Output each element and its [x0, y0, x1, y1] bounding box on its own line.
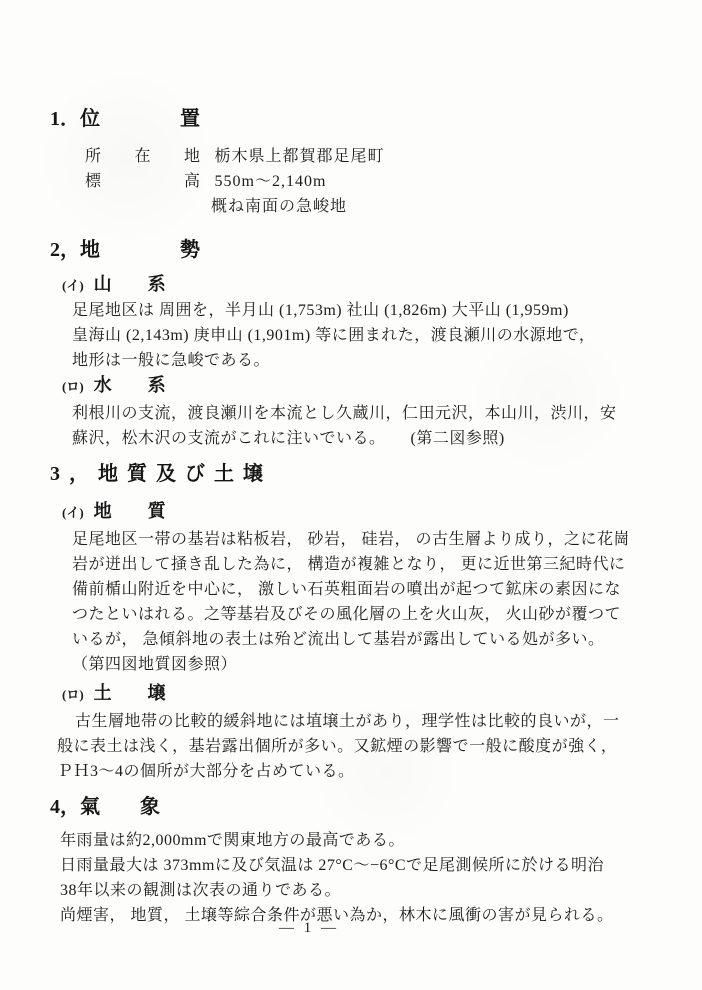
water-paragraph — [72, 401, 702, 451]
section-4-heading: 4，氣 象 — [50, 796, 160, 818]
subsection-marker: (イ) — [62, 505, 84, 520]
geology-paragraph — [72, 527, 702, 677]
field-row-terrain — [85, 194, 702, 219]
mountain-paragraph — [72, 298, 702, 373]
paragraph-line: 38年以来の観測は次表の通りである。 — [60, 882, 342, 899]
subsection-title: 土 壌 — [93, 683, 166, 703]
field-row-elevation — [85, 169, 702, 194]
subsection-water-heading — [62, 373, 702, 399]
paragraph-line: 般に表土は浅く，基岩露出個所が多い。又鉱煙の影響で一般に酸度が強く， — [57, 738, 618, 755]
field-value: 550m〜2,140m — [214, 173, 327, 190]
field-label: 所 在 地 — [85, 148, 201, 165]
soil-paragraph — [57, 709, 702, 784]
climate-paragraph — [60, 828, 702, 928]
paragraph-line: 足尾地区は 周囲を，半月山 (1,753m) 社山 (1,826m) 大平山 (1,959m) — [72, 302, 569, 319]
subsection-marker: (ロ) — [62, 379, 84, 394]
section-3-heading: 3，地質及び土壌 — [50, 463, 272, 485]
paragraph-line: 年雨量は約2,000mmで関東地方の最高である。 — [60, 832, 405, 849]
paragraph-line: いるが， 急傾斜地の表土は殆ど流出して基岩が露出している処が多い。 — [72, 631, 605, 648]
paragraph-line: 蘇沢，松木沢の支流がこれに注いでいる。 (第二図参照) — [72, 430, 505, 447]
paragraph-line: 足尾地区一帯の基岩は粘板岩， 砂岩， 硅岩， の古生層より成り，之に花崗 — [72, 531, 631, 548]
paragraph-line: 日雨量最大は 373mmに及び気温は 27°C〜−6°Cで足尾測候所に於ける明治 — [60, 857, 605, 874]
subsection-title: 地 質 — [93, 501, 166, 521]
paragraph-line: 尚煙害， 地質， 土壌等綜合条件が悪い為か，林木に風衝の害が見られる。 — [60, 907, 614, 924]
field-value: 概ね南面の急峻地 — [211, 198, 348, 215]
paragraph-line: 岩が迸出して掻き乱した為に， 構造が複雑となり， 更に近世第三紀時代に — [72, 556, 626, 573]
subsection-soil-heading — [62, 681, 702, 707]
subsection-marker: (ロ) — [62, 687, 84, 702]
subsection-marker: (イ) — [62, 278, 84, 293]
section-2-heading: 2，地 勢 — [50, 239, 200, 261]
field-row-address — [85, 144, 702, 169]
subsection-title: 山 系 — [93, 274, 166, 294]
subsection-mountain-heading — [62, 272, 702, 298]
section-1-heading: 1．位 置 — [50, 108, 200, 130]
subsection-title: 水 系 — [93, 375, 166, 395]
paragraph-line: 備前楯山附近を中心に， 激しい石英粗面岩の噴出が起つて鉱床の素因にな — [72, 581, 622, 598]
paragraph-line: （第四図地質図参照） — [72, 656, 238, 673]
paragraph-line: ＰＨ3〜4の個所が大部分を占めている。 — [57, 763, 355, 780]
field-label: 標 高 — [85, 173, 201, 190]
subsection-geology-heading — [62, 499, 702, 525]
paragraph-line: 皇海山 (2,143m) 庚申山 (1,901m) 等に囲まれた，渡良瀬川の水源地で， — [72, 327, 596, 344]
location-fields — [85, 144, 702, 219]
paragraph-line: 地形は一般に急峻である。 — [72, 352, 271, 369]
page-number: — 1 — — [279, 920, 339, 936]
field-value: 栃木県上都賀郡足尾町 — [214, 148, 385, 165]
paragraph-line: つたといはれる。之等基岩及びその風化層の上を火山灰， 火山砂が覆つて — [72, 606, 622, 623]
paragraph-line: 古生層地帯の比較的緩斜地には埴壌土があり，理学性は比較的良いが，一 — [75, 713, 620, 730]
paragraph-line: 利根川の支流，渡良瀬川を本流とし久蔵川，仁田元沢，本山川，渋川，安 — [72, 405, 617, 422]
